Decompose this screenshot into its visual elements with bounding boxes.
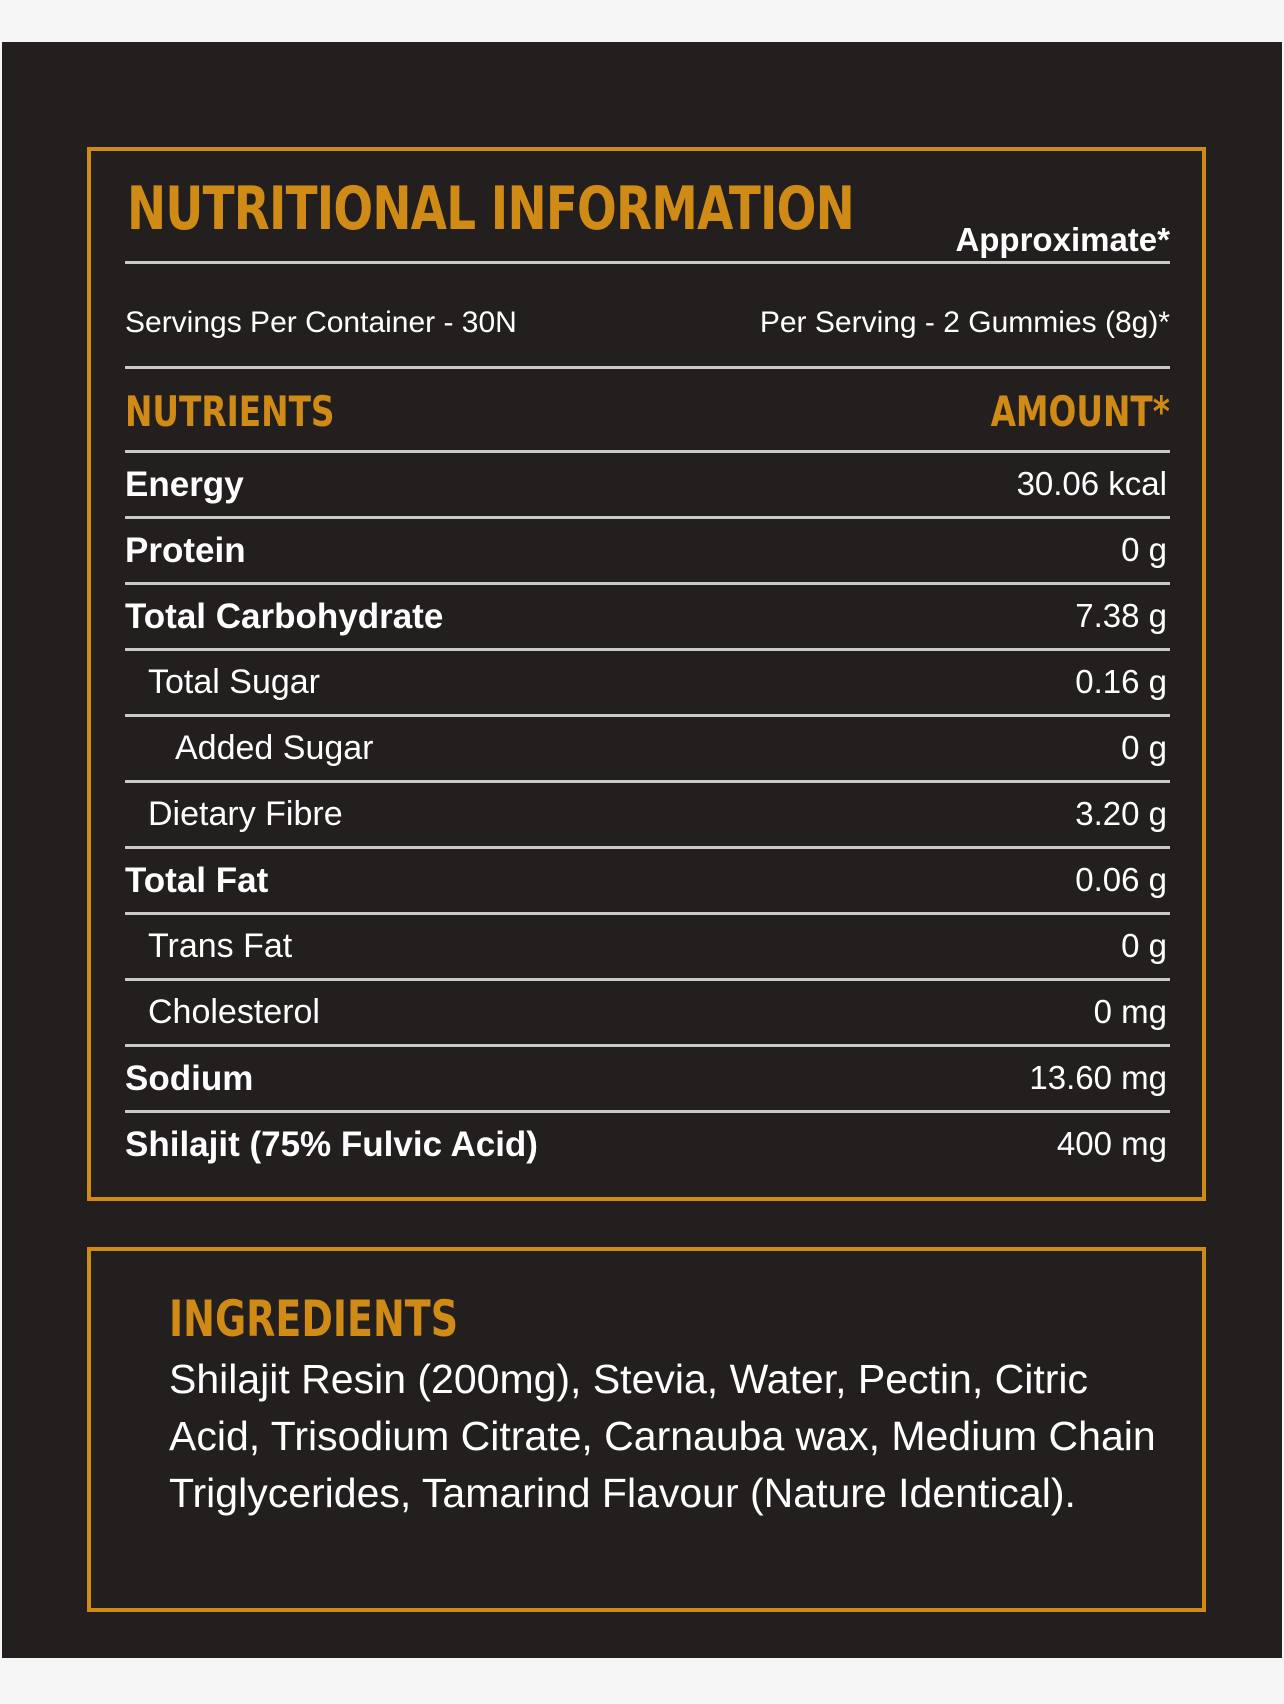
ingredients-title: INGREDIENTS (169, 1290, 459, 1348)
nutrients-header: NUTRIENTS (125, 387, 335, 436)
nutrient-name: Dietary Fibre (148, 795, 343, 833)
nutrition-title: NUTRITIONAL INFORMATION (127, 174, 855, 244)
nutrient-row-protein (125, 516, 1170, 582)
nutrient-row-total-sugar (125, 648, 1170, 714)
nutrient-rows (125, 450, 1170, 1176)
nutrient-value: 0 mg (1093, 993, 1167, 1030)
nutrient-row-added-sugar (125, 714, 1170, 780)
nutrient-name: Total Sugar (148, 663, 320, 701)
nutrient-name: Cholesterol (148, 993, 320, 1031)
nutrient-name: Shilajit (75% Fulvic Acid) (125, 1125, 538, 1164)
ingredients-text: Shilajit Resin (200mg), Stevia, Water, Pectin, Citric Acid, Trisodium Citrate, Carnauba wax, Medium Chain Triglycerides, Tamarind Flavour (Nature Identical). (169, 1356, 1156, 1516)
nutrition-facts-box (87, 147, 1206, 1201)
nutrient-name: Total Carbohydrate (125, 597, 444, 636)
nutrient-name: Trans Fat (148, 927, 293, 965)
nutrient-value: 0 g (1121, 729, 1167, 766)
amount-header: AMOUNT* (990, 387, 1170, 436)
nutrient-name: Added Sugar (175, 729, 374, 767)
nutrient-row-cholesterol (125, 978, 1170, 1044)
nutrient-value: 0.06 g (1075, 861, 1167, 898)
divider (125, 261, 1170, 264)
nutrient-value: 30.06 kcal (1016, 465, 1167, 502)
label-panel (2, 42, 1282, 1658)
nutrient-value: 0 g (1121, 531, 1167, 568)
nutrient-value: 0 g (1121, 927, 1167, 964)
nutrient-row-total-fat (125, 846, 1170, 912)
nutrient-value: 7.38 g (1075, 597, 1167, 634)
nutrient-value: 400 mg (1056, 1125, 1167, 1162)
nutrient-row-dietary-fibre (125, 780, 1170, 846)
nutrient-value: 13.60 mg (1029, 1059, 1167, 1096)
per-serving: Per Serving - 2 Gummies (8g)* (759, 306, 1170, 339)
servings-per-container: Servings Per Container - 30N (125, 306, 517, 339)
nutrient-value: 0.16 g (1075, 663, 1167, 700)
divider (125, 366, 1170, 369)
approximate-note: Approximate* (955, 221, 1170, 258)
nutrient-row-total-carbohydrate (125, 582, 1170, 648)
nutrient-row-shilajit (125, 1110, 1170, 1176)
nutrient-row-energy (125, 450, 1170, 516)
ingredients-box (87, 1247, 1206, 1612)
nutrient-row-trans-fat (125, 912, 1170, 978)
nutrient-value: 3.20 g (1075, 795, 1167, 832)
nutrient-row-sodium (125, 1044, 1170, 1110)
nutrient-name: Protein (125, 531, 246, 570)
nutrient-name: Energy (125, 465, 244, 504)
nutrient-name: Sodium (125, 1059, 254, 1098)
nutrient-name: Total Fat (125, 861, 269, 900)
